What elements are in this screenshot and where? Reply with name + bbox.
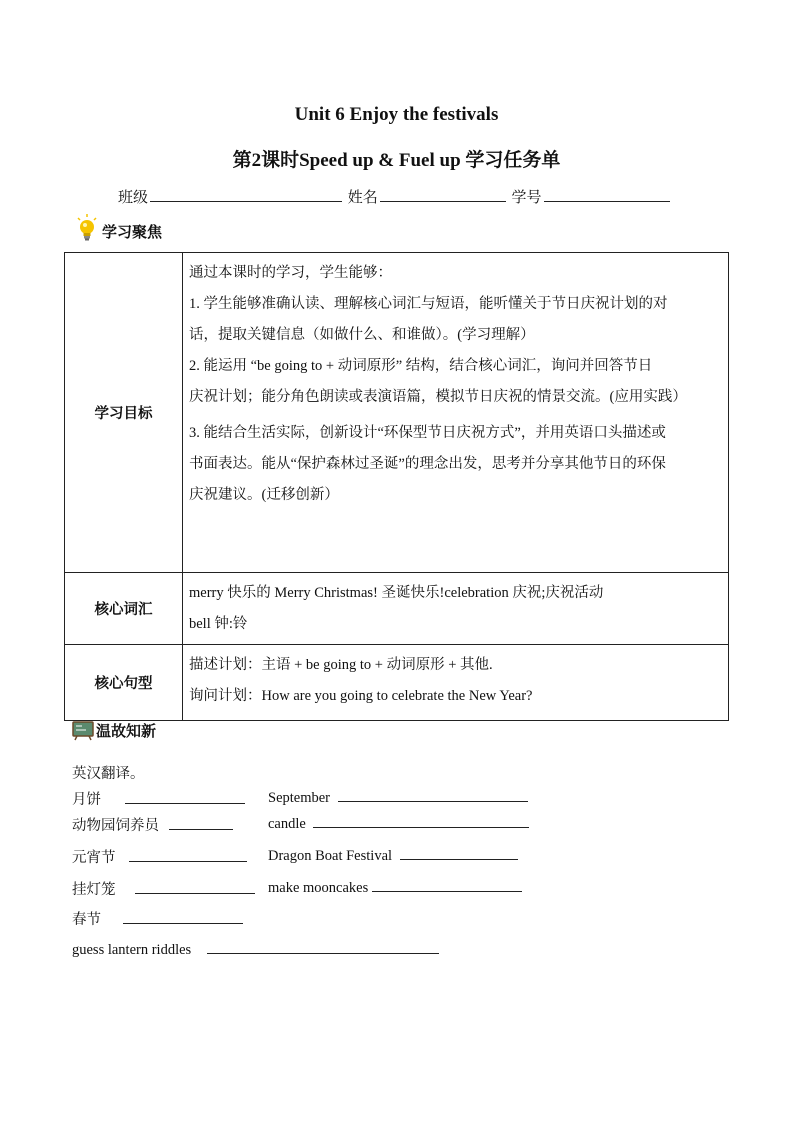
- answer-blank-dragon-boat-festival[interactable]: [400, 846, 518, 860]
- review-row-2: [72, 814, 233, 835]
- item-make-mooncakes: make mooncakes: [268, 880, 369, 896]
- item-lantern-festival: 元宵节: [72, 850, 116, 866]
- id-label: 学号: [511, 190, 542, 206]
- goals-cell: [183, 253, 729, 573]
- review-row-2-col-2: [268, 814, 529, 833]
- goal-2-line-2: 庆祝计划；能分角色朗读或表演语篇，模拟节日庆祝的情景交流。(应用实践）: [189, 389, 687, 405]
- answer-blank-candle[interactable]: [313, 814, 529, 828]
- focus-heading: [76, 214, 162, 242]
- goal-3-line-2: 书面表达。能从“保护森林过圣诞”的理念出发，思考并分享其他节日的环保: [189, 456, 666, 472]
- answer-blank-guess-lantern-riddles[interactable]: [207, 940, 439, 954]
- lesson-title: 第2课时Speed up & Fuel up 学习任务单: [232, 150, 561, 171]
- vocab-cell: [183, 573, 729, 645]
- answer-blank-zookeeper[interactable]: [169, 816, 233, 830]
- sentence-cell: [183, 645, 729, 721]
- sentence-line-2: 询问计划：How are you going to celebrate the New Year?: [189, 688, 533, 704]
- review-row-1: [72, 788, 245, 809]
- goal-1-line-2: 话，提取关键信息（如做什么、和谁做）。(学习理解）: [189, 327, 535, 343]
- review-row-6: [72, 940, 439, 959]
- goal-3-line-1: 3. 能结合生活实际，创新设计“环保型节日庆祝方式”，并用英语口头描述或: [189, 425, 666, 441]
- vocab-line-1: merry 快乐的 Merry Christmas! 圣诞快乐!celebration 庆祝;庆祝活动: [189, 585, 604, 601]
- class-label: 班级: [118, 190, 149, 206]
- item-spring-festival: 春节: [72, 912, 101, 928]
- vocab-line-2: bell 钟:铃: [189, 616, 248, 632]
- name-blank[interactable]: [380, 187, 506, 202]
- review-row-1-col-2: [268, 788, 528, 807]
- review-row-4: [72, 878, 255, 899]
- item-mooncake: 月饼: [72, 792, 101, 808]
- answer-blank-make-mooncakes[interactable]: [372, 878, 522, 892]
- item-guess-lantern-riddles: guess lantern riddles: [72, 942, 192, 958]
- answer-blank-september[interactable]: [338, 788, 528, 802]
- goals-label: 学习目标: [65, 253, 183, 573]
- goals-intro: 通过本课时的学习，学生能够：: [189, 265, 392, 281]
- answer-blank-mooncake[interactable]: [125, 790, 245, 804]
- unit-title: Unit 6 Enjoy the festivals: [294, 104, 499, 125]
- item-zookeeper: 动物园饲养员: [72, 818, 159, 834]
- name-label: 姓名: [347, 190, 378, 206]
- item-dragon-boat-festival: Dragon Boat Festival: [268, 848, 393, 864]
- review-row-3: [72, 846, 247, 867]
- review-heading-text: 温故知新: [96, 723, 157, 740]
- goal-1-line-1: 1. 学生能够准确认读、理解核心词汇与短语，能听懂关于节日庆祝计划的对: [189, 296, 668, 312]
- review-row-5: [72, 908, 243, 929]
- lightbulb-icon: [76, 214, 98, 242]
- student-info-row: [118, 186, 672, 207]
- sentence-label: 核心句型: [65, 645, 183, 721]
- answer-blank-spring-festival[interactable]: [123, 910, 243, 924]
- goal-3-line-3: 庆祝建议。(迁移创新）: [189, 487, 339, 503]
- review-row-3-col-2: [268, 846, 518, 865]
- answer-blank-hang-lanterns[interactable]: [135, 880, 255, 894]
- focus-table: [64, 252, 729, 721]
- class-blank[interactable]: [150, 187, 342, 202]
- vocab-label: 核心词汇: [65, 573, 183, 645]
- review-heading: [72, 720, 156, 741]
- blackboard-icon: [72, 721, 94, 741]
- item-september: September: [268, 790, 331, 806]
- review-instruction: 英汉翻译。: [72, 766, 145, 782]
- goal-2-line-1: 2. 能运用 “be going to + 动词原形” 结构，结合核心词汇，询问并回答节日: [189, 358, 653, 374]
- item-hang-lanterns: 挂灯笼: [72, 882, 116, 898]
- id-blank[interactable]: [544, 187, 670, 202]
- sentence-line-1: 描述计划：主语 + be going to + 动词原形 + 其他.: [189, 657, 493, 673]
- answer-blank-lantern-festival[interactable]: [129, 848, 247, 862]
- focus-heading-text: 学习聚焦: [102, 224, 163, 241]
- review-row-4-col-2: [268, 878, 522, 897]
- item-candle: candle: [268, 816, 306, 832]
